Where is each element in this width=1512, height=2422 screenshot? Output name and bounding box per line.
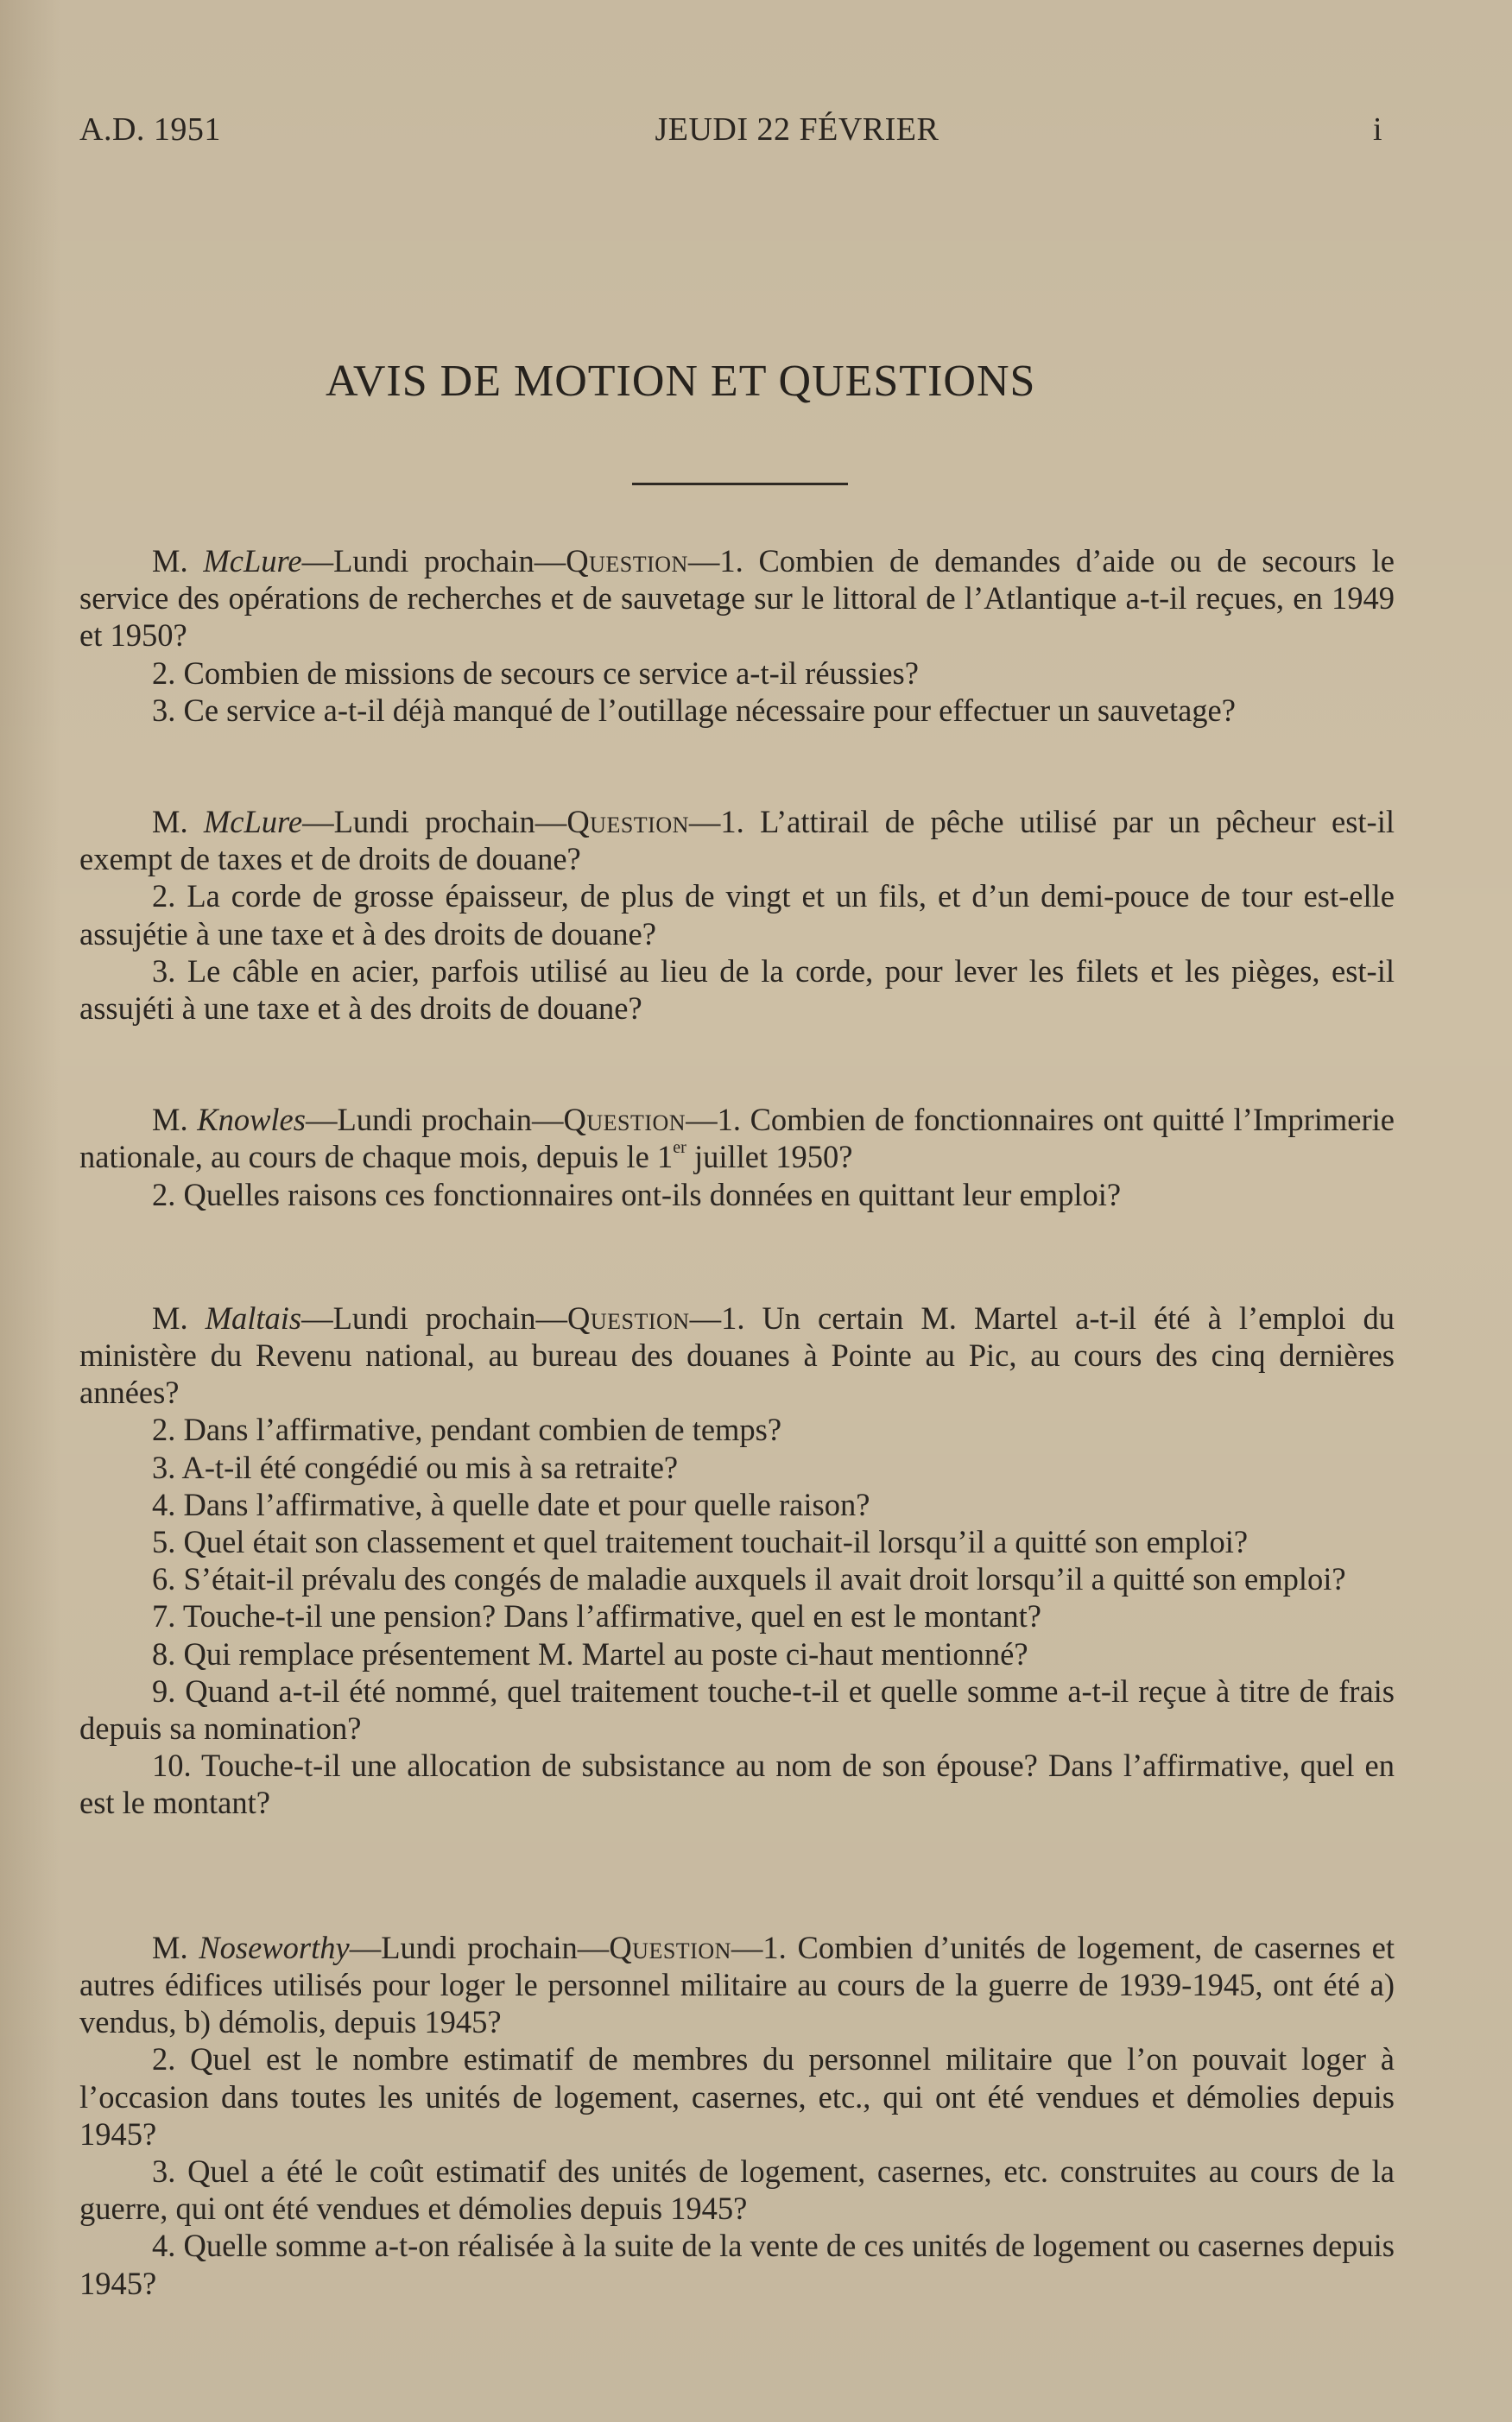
question-item-end: juillet 1950?: [686, 1139, 853, 1175]
header-year: A.D. 1951: [79, 111, 221, 148]
question-label: Question: [566, 543, 688, 579]
notice-noseworthy: [79, 1929, 1395, 2302]
notice-when: —Lundi prochain—: [301, 1300, 567, 1336]
notice-when: —Lundi prochain—: [305, 1102, 564, 1138]
notices-list: [79, 542, 1395, 2302]
question-item: 9. Quand a-t-il été nommé, quel traitement touche-t-il et quelle somme a-t-il reçue à titre de frais depuis sa nomination?: [79, 1673, 1395, 1747]
question-item: 4. Quelle somme a-t-on réalisée à la suite de la vente de ces unités de logement ou casernes depuis 1945?: [79, 2228, 1395, 2301]
question-line: [79, 803, 1395, 877]
member-prefix: M.: [152, 804, 204, 840]
notice-when: —Lundi prochain—: [349, 1929, 610, 1965]
header-page-number: i: [1372, 111, 1382, 148]
notice-maltais: [79, 1300, 1395, 1822]
member-name: Knowles: [197, 1102, 306, 1138]
question-item: 2. Quel est le nombre estimatif de membres du personnel militaire que l’on pouvait loger à l’occasion dans toutes les unités de logement, casernes, etc., qui ont été vendues et démolies depuis 1945?: [79, 2041, 1395, 2152]
question-item: —1. Combien de demandes d’aide ou de secours le service des opérations de recherches et de sauvetage sur le littoral de l’Atlantique a-t-il reçues, en 1949 et 1950?: [79, 543, 1395, 654]
question-line: [79, 1300, 1395, 1412]
question-line: [79, 1101, 1395, 1175]
member-name: McLure: [203, 804, 303, 840]
question-item: 3. Quel a été le coût estimatif des unités de logement, casernes, etc. construites au cours de la guerre, qui ont été vendues et démolies depuis 1945?: [79, 2153, 1395, 2227]
question-item: 6. S’était-il prévalu des congés de maladie auxquels il avait droit lorsqu’il a quitté son emploi?: [152, 1561, 1346, 1597]
question-item: 2. Quelles raisons ces fonctionnaires ont-ils données en quittant leur emploi?: [152, 1176, 1122, 1212]
question-item: 4. Dans l’affirmative, à quelle date et pour quelle raison?: [152, 1486, 870, 1522]
member-name: Maltais: [205, 1300, 302, 1336]
ordinal-superscript: er: [673, 1138, 686, 1158]
question-item: 7. Touche-t-il une pension? Dans l’affirmative, quel en est le montant?: [152, 1598, 1041, 1635]
question-item: 2. La corde de grosse épaisseur, de plus de vingt et un fils, et d’un demi-pouce de tour est-elle assujétie à une taxe et à des droits de douane?: [79, 878, 1395, 952]
question-item: —1. Un certain M. Martel a-t-il été à l’emploi du ministère du Revenu national, au bureau des douanes à Pointe au Pic, au cours des cinq dernières années?: [79, 1300, 1395, 1411]
member-name: Noseworthy: [199, 1929, 350, 1965]
question-label: Question: [567, 1300, 690, 1336]
question-line: [79, 1929, 1395, 2041]
question-item: 3. A-t-il été congédié ou mis à sa retraite?: [152, 1449, 679, 1485]
question-item: —1. Combien d’unités de logement, de casernes et autres édifices utilisés pour loger le personnel militaire au cours de la guerre de 1939-1945, ont été a) vendus, b) démolis, depuis 1945?: [79, 1929, 1395, 2040]
question-item: —1. Combien de fonctionnaires ont quitté l’Imprimerie nationale, au cours de chaque mois, depuis le 1: [79, 1102, 1395, 1175]
question-item: 8. Qui remplace présentement M. Martel au poste ci-haut mentionné?: [152, 1635, 1028, 1672]
header-date: JEUDI 22 FÉVRIER: [655, 111, 939, 148]
title-rule: [632, 483, 848, 485]
page-title: AVIS DE MOTION ET QUESTIONS: [326, 357, 1036, 406]
notice-knowles: [79, 1101, 1395, 1213]
member-prefix: M.: [152, 543, 204, 579]
member-name: McLure: [203, 543, 302, 579]
question-line: [79, 542, 1395, 655]
question-item: 5. Quel était son classement et quel traitement touchait-il lorsqu’il a quitté son emploi?: [152, 1524, 1249, 1560]
question-item: —1. L’attirail de pêche utilisé par un pêcheur est-il exempt de taxes et de droits de douane?: [79, 804, 1395, 877]
question-label: Question: [563, 1102, 686, 1138]
member-prefix: M.: [152, 1300, 206, 1336]
question-item: 3. Ce service a-t-il déjà manqué de l’outillage nécessaire pour effectuer un sauvetage?: [152, 692, 1236, 728]
member-prefix: M.: [152, 1929, 199, 1965]
member-prefix: M.: [152, 1102, 198, 1138]
question-label: Question: [609, 1929, 731, 1965]
running-header: [79, 111, 1395, 149]
notice-when: —Lundi prochain—: [302, 804, 567, 840]
question-item: 10. Touche-t-il une allocation de subsistance au nom de son épouse? Dans l’affirmative, quel en est le montant?: [79, 1748, 1395, 1821]
question-item: 2. Dans l’affirmative, pendant combien de temps?: [152, 1412, 782, 1448]
question-item: 2. Combien de missions de secours ce service a-t-il réussies?: [152, 655, 919, 691]
question-item: 3. Le câble en acier, parfois utilisé au lieu de la corde, pour lever les filets et les pièges, est-il assujéti à une taxe et à des droits de douane?: [79, 952, 1395, 1027]
question-label: Question: [566, 804, 689, 840]
notice-when: —Lundi prochain—: [301, 543, 566, 579]
notice-mclure-1: [79, 542, 1395, 729]
notice-mclure-2: [79, 803, 1395, 1027]
